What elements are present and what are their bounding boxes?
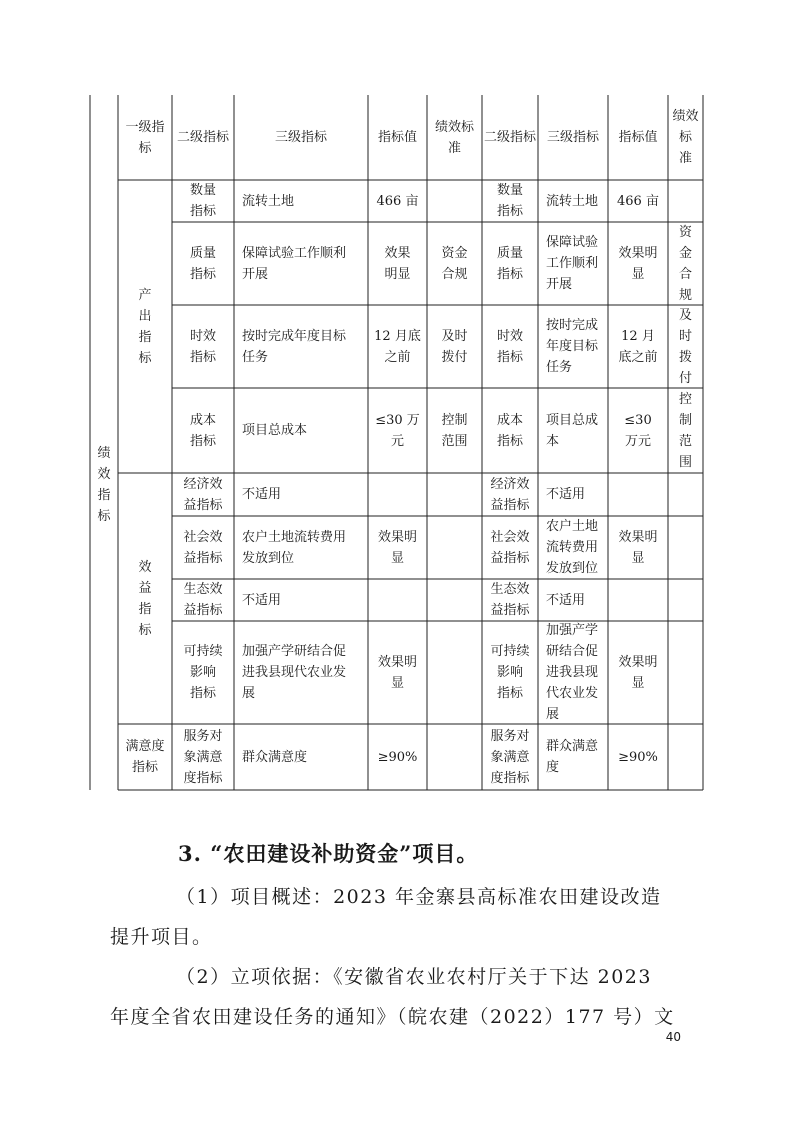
cell-value-alt: 466 亩: [617, 193, 659, 209]
cell-standard: 控制 范围: [441, 412, 468, 449]
cell-level2-alt: 社会效 益指标: [490, 529, 530, 566]
row-group-label-performance: 绩 效 指 标: [97, 446, 111, 524]
cell-level2: 时效 指标: [189, 328, 216, 365]
cell-value-alt: ≤30 万元: [624, 412, 652, 449]
cell-level3: 按时完成年度目标 任务: [242, 328, 347, 365]
cell-standard-alt: 控 制 范 围: [678, 391, 692, 470]
cell-value: [368, 473, 427, 516]
cell-level2: 数量 指标: [189, 183, 216, 219]
cell-value: 466 亩: [376, 193, 419, 209]
cell-level2: 可持续 影响 指标: [183, 644, 223, 701]
cell-value: 效果明 显: [377, 654, 417, 691]
cell-level3-alt: 农户土地 流转费用 发放到位: [546, 519, 599, 576]
cell-level3-alt: 不适用: [546, 487, 586, 502]
cell-value: 效果明 显: [377, 529, 417, 566]
cell-standard-alt: [668, 724, 703, 790]
cell-level3-alt: 按时完成 年度目标 任务: [546, 318, 599, 375]
cell-level2-alt: 服务对 象满意 度指标: [490, 728, 530, 786]
cell-level3-alt: 流转土地: [546, 193, 599, 209]
cell-level3: 不适用: [242, 592, 282, 608]
cell-value-alt: 效果明 显: [618, 529, 658, 566]
cell-standard-alt: 及 时 拨 付: [678, 307, 692, 386]
cell-standard-alt: 资 金 合 规: [678, 224, 692, 303]
project-basis-paragraph: （2）立项依据：《安徽省农业农村厅关于下达 2023 年度全省农田建设任务的通知》（皖农建（2022）177 号）文: [110, 966, 675, 1028]
header-level3: 三级指标: [274, 130, 327, 145]
cell-standard-alt: [668, 473, 703, 516]
cell-level3: 项目总成本: [242, 423, 308, 438]
cell-level3-alt: 项目总成 本: [546, 412, 599, 449]
cell-value-alt: 12 月 底之前: [618, 328, 658, 365]
cell-value-alt: 效果明 显: [618, 654, 658, 691]
cell-level3-alt: 群众满意 度: [546, 739, 599, 775]
cell-standard-alt: [668, 621, 703, 724]
cell-value-alt: 效果明 显: [618, 245, 658, 282]
header-level1: 一级指标: [125, 119, 165, 156]
cell-standard-alt: [668, 516, 703, 579]
cell-value-alt: [608, 473, 668, 516]
cell-value: ≤30 万 元: [375, 412, 420, 449]
group-label-benefit: 效 益 指 标: [138, 559, 152, 638]
header-standard-alt: 绩效 标 准: [672, 109, 699, 166]
cell-level2-alt: 质量 指标: [496, 245, 523, 282]
cell-level2: 成本 指标: [189, 412, 216, 449]
cell-level2-alt: 可持续 影响 指标: [490, 644, 530, 701]
cell-level2-alt: 经济效 益指标: [490, 476, 530, 513]
cell-level3-alt: 加强产学 研结合促 进我县现 代农业发 展: [546, 623, 599, 722]
cell-value: 12 月底 之前: [374, 328, 421, 365]
cell-level3: 农户土地流转费用 发放到位: [242, 529, 347, 566]
cell-standard-alt: [668, 579, 703, 621]
cell-level3: 不适用: [242, 487, 282, 502]
cell-standard: 资金 合规: [441, 245, 468, 282]
header-level3-alt: 三级指标: [546, 130, 599, 145]
cell-standard: [427, 621, 482, 724]
header-level2-alt: 二级指标: [484, 130, 537, 145]
cell-level2-alt: 数量 指标: [496, 183, 523, 219]
cell-level2: 生态效 益指标: [183, 582, 223, 618]
cell-standard: [427, 473, 482, 516]
section-heading: 3. “农田建设补助资金”项目。: [178, 841, 479, 866]
cell-level2: 社会效 益指标: [183, 529, 223, 566]
cell-level3-alt: 保障试验 工作顺利 开展: [546, 235, 599, 292]
cell-value: [368, 579, 427, 621]
cell-level3: 群众满意度: [242, 749, 308, 765]
header-level2: 二级指标: [176, 130, 229, 145]
cell-standard: [427, 724, 482, 790]
group-label-output: 产 出 指 标: [138, 287, 152, 366]
cell-standard: [427, 180, 482, 222]
cell-level2: 服务对 象满意 度指标: [183, 728, 223, 786]
cell-level3: 保障试验工作顺利 开展: [242, 245, 347, 282]
cell-level2: 质量 指标: [189, 245, 216, 282]
header-value-alt: 指标值: [618, 130, 658, 145]
cell-standard: 及时 拨付: [441, 328, 468, 365]
cell-standard-alt: [668, 180, 703, 222]
project-overview-paragraph: （1）项目概述：2023 年金寨县高标准农田建设改造提升项目。: [110, 886, 662, 948]
group-label-satisfaction: 满意度 指标: [125, 739, 165, 775]
page-number: 40: [665, 1030, 681, 1044]
cell-level3: 流转土地: [242, 193, 295, 209]
cell-level2-alt: 生态效 益指标: [490, 582, 530, 618]
cell-level3: 加强产学研结合促 进我县现代农业发 展: [242, 644, 347, 701]
cell-value-alt: ≥90%: [618, 749, 658, 765]
cell-standard: [427, 516, 482, 579]
header-standard: 绩效标准: [434, 119, 474, 156]
cell-standard: [427, 579, 482, 621]
cell-value-alt: [608, 579, 668, 621]
cell-level2-alt: 时效 指标: [496, 328, 523, 365]
header-value: 指标值: [377, 130, 417, 145]
cell-level2: 经济效 益指标: [183, 476, 223, 513]
cell-level2-alt: 成本 指标: [496, 412, 523, 449]
cell-value: ≥90%: [377, 749, 418, 765]
cell-level3-alt: 不适用: [546, 592, 586, 608]
cell-value: 效果 明显: [384, 245, 411, 282]
